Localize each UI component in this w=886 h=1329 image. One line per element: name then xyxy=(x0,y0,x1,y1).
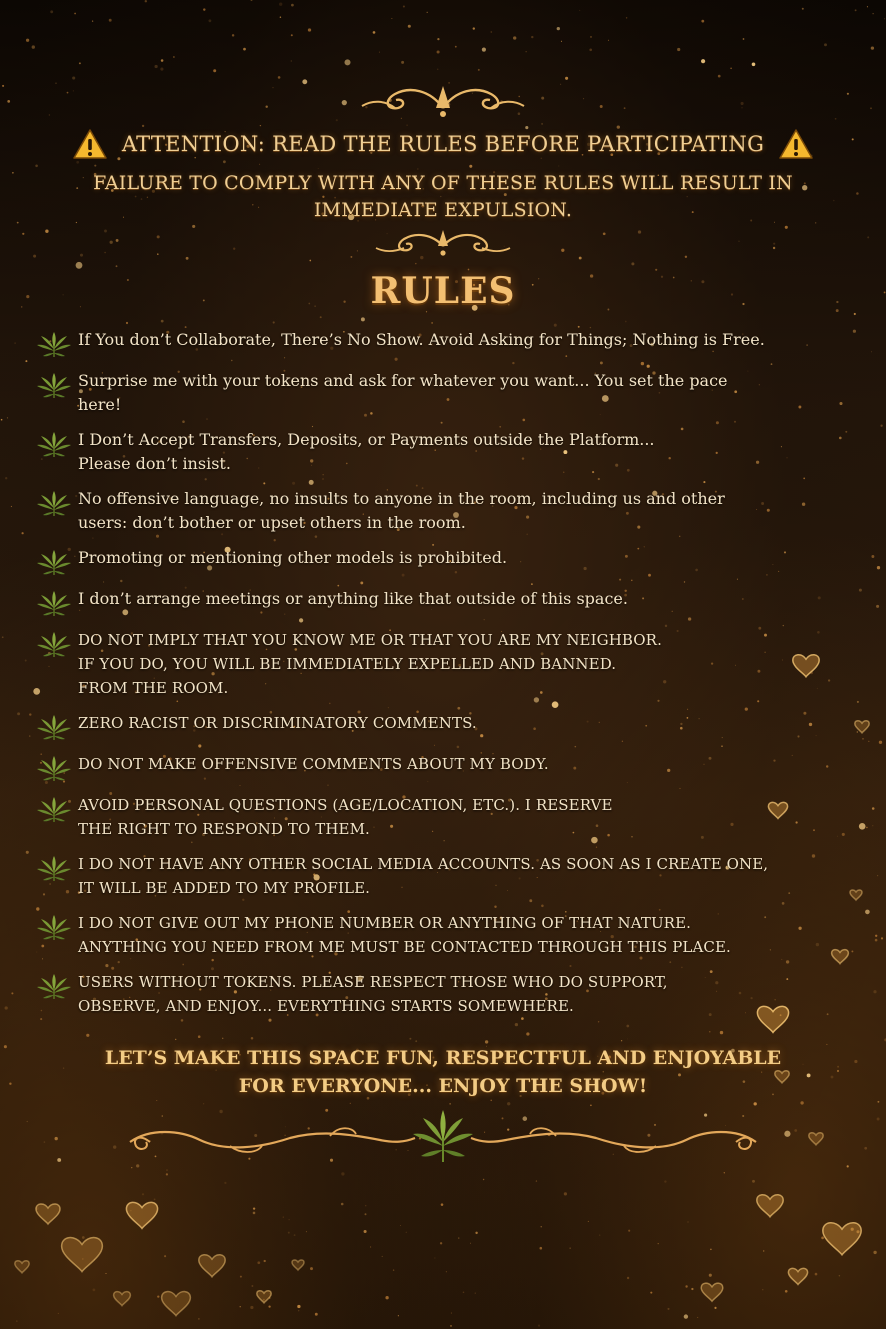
failure-notice: FAILURE TO COMPLY WITH ANY OF THESE RULES WILL RESULT IN IMMEDIATE EXPULSION. xyxy=(93,172,793,221)
rule-text: I Don’t Accept Transfers, Deposits, or Payments outside the Platform... Please don’t insist. xyxy=(78,430,655,473)
rule-text: I DO NOT HAVE ANY OTHER SOCIAL MEDIA ACCOUNTS. AS SOON AS I CREATE ONE, IT WILL BE ADDED TO MY PROFILE. xyxy=(78,855,769,897)
cannabis-leaf-icon xyxy=(413,1110,473,1162)
heart-icon xyxy=(199,1255,225,1277)
rule-item xyxy=(36,328,856,358)
rule-text: Surprise me with your tokens and ask for whatever you want... You set the pace here! xyxy=(78,371,728,414)
cannabis-leaf-icon xyxy=(36,854,72,882)
heart-icon xyxy=(701,1283,723,1301)
heart-icon xyxy=(62,1238,103,1272)
cannabis-leaf-icon xyxy=(36,972,72,1000)
attention-title: ATTENTION: READ THE RULES BEFORE PARTICIPATING xyxy=(121,132,765,156)
cannabis-leaf-icon xyxy=(36,754,72,782)
rule-item xyxy=(36,911,856,959)
middle-ornament-divider xyxy=(0,226,886,266)
rule-item xyxy=(36,852,856,900)
rule-item xyxy=(36,428,856,476)
heart-icon xyxy=(162,1292,191,1316)
cannabis-leaf-icon xyxy=(36,330,72,358)
rule-item xyxy=(36,546,856,576)
heart-icon xyxy=(757,1195,783,1217)
warning-icon xyxy=(778,128,814,160)
rule-item xyxy=(36,587,856,617)
heart-icon xyxy=(257,1291,271,1303)
cannabis-leaf-icon xyxy=(36,913,72,941)
rule-text: DO NOT IMPLY THAT YOU KNOW ME OR THAT YOU ARE MY NEIGHBOR. IF YOU DO, YOU WILL BE IMMEDIATELY EXPELLED AND BANNED. FROM THE ROOM. xyxy=(78,631,662,697)
rule-text: USERS WITHOUT TOKENS. PLEASE RESPECT THOSE WHO DO SUPPORT, OBSERVE, AND ENJOY... EVERYTHING STARTS SOMEWHERE. xyxy=(78,973,668,1015)
rule-item xyxy=(36,487,856,535)
rule-text: ZERO RACIST OR DISCRIMINATORY COMMENTS. xyxy=(78,714,477,732)
rule-text: Promoting or mentioning other models is prohibited. xyxy=(78,548,508,567)
cannabis-leaf-icon xyxy=(36,589,72,617)
cannabis-leaf-icon xyxy=(36,548,72,576)
cannabis-leaf-icon xyxy=(36,630,72,658)
heart-icon xyxy=(126,1202,157,1228)
heart-icon xyxy=(292,1260,304,1270)
cannabis-leaf-icon xyxy=(36,371,72,399)
rule-text: I DO NOT GIVE OUT MY PHONE NUMBER OR ANYTHING OF THAT NATURE. ANYTHING YOU NEED FROM ME MUST BE CONTACTED THROUGH THIS PLACE. xyxy=(78,914,731,956)
heart-icon xyxy=(788,1268,807,1284)
rule-item xyxy=(36,970,856,1018)
rule-item xyxy=(36,711,856,741)
heart-icon xyxy=(36,1204,60,1224)
rules-list xyxy=(36,328,856,1029)
rule-item xyxy=(36,369,856,417)
closing-message: LET’S MAKE THIS SPACE FUN, RESPECTFUL AND ENJOYABLE FOR EVERYONE... ENJOY THE SHOW! xyxy=(104,1047,782,1097)
bottom-ornament-divider xyxy=(0,1108,886,1168)
heart-icon xyxy=(15,1261,29,1273)
rules-title: RULES xyxy=(370,270,516,312)
heart-icon xyxy=(114,1292,131,1306)
cannabis-leaf-icon xyxy=(36,489,72,517)
attention-header xyxy=(40,126,846,162)
warning-icon xyxy=(72,128,108,160)
heart-icon xyxy=(855,721,869,733)
cannabis-leaf-icon xyxy=(36,795,72,823)
rule-item xyxy=(36,752,856,782)
rule-text: I don’t arrange meetings or anything like that outside of this space. xyxy=(78,589,628,608)
cannabis-leaf-icon xyxy=(36,430,72,458)
cannabis-leaf-icon xyxy=(36,713,72,741)
rule-text: No offensive language, no insults to anyone in the room, including us and other users: don’t bother or upset others in the room. xyxy=(78,489,725,532)
rule-text: DO NOT MAKE OFFENSIVE COMMENTS ABOUT MY BODY. xyxy=(78,755,549,773)
rule-item xyxy=(36,628,856,700)
rule-text: If You don’t Collaborate, There’s No Show. Avoid Asking for Things; Nothing is Free. xyxy=(78,330,765,349)
top-ornament-divider xyxy=(0,78,886,122)
rule-text: AVOID PERSONAL QUESTIONS (AGE/LOCATION, ETC.). I RESERVE THE RIGHT TO RESPOND TO THEM. xyxy=(78,796,613,838)
heart-icon xyxy=(823,1223,861,1255)
rule-item xyxy=(36,793,856,841)
